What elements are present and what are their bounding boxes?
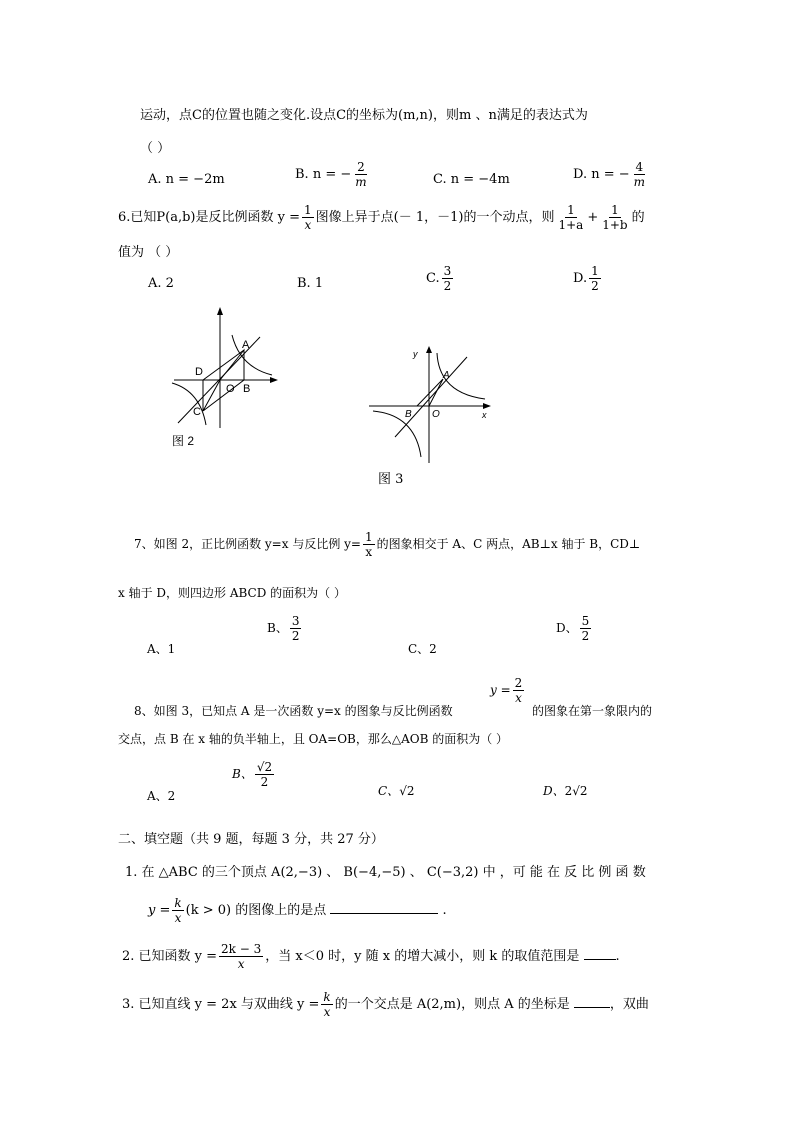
q6-prefix: 6.已知P(a,b)是反比例函数 y = [118,210,301,225]
q6-plus: + [587,210,599,225]
q6-option-d-fraction [589,264,601,293]
fig3-triangle [417,379,443,406]
q5-option-d-fraction [632,160,647,189]
q7-line2: x 轴于 D，则四边形 ABCD 的面积为（ ） [118,586,346,600]
q6-option-c [426,264,455,293]
q5-option-d-num: 4 [635,160,644,174]
q7-option-d [556,614,593,643]
q7-option-d-den: 2 [581,629,590,643]
q6-f1-num: 1 [304,203,312,217]
fill-3-suffix: 的一个交点是 A(2,m)，则点 A 的坐标是 [334,997,570,1012]
q8-equation [490,676,526,705]
q7-suffix: 的图象相交于 A、C 两点，AB⊥x 轴于 B，CD⊥ [376,537,641,551]
fig2-label-d: D [195,366,203,378]
q8-option-d-value: 2√2 [564,784,588,798]
q5-line1: 运动，点C的位置也随之变化.设点C的坐标为(m,n)，则m 、n满足的表达式为 [140,108,588,123]
fig2-label-a: A [242,339,250,351]
fill-2-answer-blank[interactable] [584,959,616,960]
q6-suffix: 的 [631,210,645,225]
q6-option-d [573,264,603,293]
figure-2 [160,305,290,450]
section-2-title: 二、填空题（共 9 题，每题 3 分，共 27 分） [118,832,384,847]
fill-2-fraction [219,942,263,971]
q5-option-d-prefix: D. n = − [573,167,630,182]
fill-1-den: x [174,911,182,925]
q5-option-b-num: 2 [357,160,365,174]
q7-option-a: A、1 [147,642,176,656]
fill-1-answer-blank[interactable] [330,913,438,914]
q5-option-d-den: m [633,175,646,189]
fig3-x-arrow [483,403,491,409]
q6-option-c-den: 2 [443,279,452,293]
fig2-label-o: O [226,383,235,395]
fill-1-fraction [172,896,183,925]
q6-fraction-2 [556,203,585,232]
q7-prefix: 7、如图 2，正比例函数 y=x 与反比例 y= [134,537,361,551]
q8-option-b-den: 2 [260,775,269,789]
q8-option-b-fraction [255,760,274,789]
fig3-caption: 图 3 [378,472,404,487]
fill-1-line2 [148,896,447,925]
fill-2-suffix: ，当 x＜0 时，y 随 x 的增大减小，则 k 的取值范围是 [265,949,580,964]
fill-3-fraction [321,990,332,1019]
fig3-label-b: B [405,409,412,420]
q8-line2: 交点，点 B 在 x 轴的负半轴上，且 OA=OB，那么△AOB 的面积为（ ） [118,732,509,746]
fill-3-answer-blank[interactable] [574,1007,610,1008]
figure-3 [365,345,495,465]
fig2-y-arrow [217,307,223,315]
fill-1-num: k [174,896,182,910]
q7-option-c: C、2 [408,642,437,656]
q7-option-b [267,614,303,643]
q8-line1-suffix: 的图象在第一象限内的 [532,704,653,718]
q6-option-d-prefix: D. [573,271,588,286]
q5-option-a: A. n = −2m [148,172,225,187]
q7-option-b-den: 2 [291,629,300,643]
q8-eq-fraction [513,676,525,705]
q6-option-c-fraction [442,264,454,293]
q5-option-d [573,160,649,189]
q6-option-b: B. 1 [297,276,324,291]
fill-3-prefix: 3. 已知直线 y = 2x 与双曲线 y = [122,997,320,1012]
fig3-label-o: O [432,409,440,420]
q5-option-c: C. n = −4m [433,172,510,187]
q8-option-b-prefix: B、 [232,767,253,781]
q8-option-c-prefix: C、 [378,784,400,798]
q8-option-d-prefix: D、 [543,784,565,798]
q6-option-a: A. 2 [148,276,174,291]
q7-option-b-prefix: B、 [267,621,288,635]
q6-fraction-1 [302,203,314,232]
fig2-label-b: B [243,383,251,395]
fill-2-num: 2k − 3 [221,942,262,956]
q8-line1-prefix: 8、如图 3，已知点 A 是一次函数 y=x 的图象与反比例函数 [134,704,453,718]
fill-1-condition: (k > 0) 的图像上的是点 [185,903,327,918]
q6-f2-num: 1 [567,203,575,217]
q6-line2: 值为 （ ） [118,245,179,260]
q8-option-a: A、2 [147,789,176,803]
q6-option-d-den: 2 [591,279,599,293]
fig3-y-arrow [426,346,432,353]
q6-f2-den: 1+a [558,218,584,232]
q8-eq-prefix: y = [490,683,511,697]
q5-option-b [295,160,371,189]
q6-option-c-prefix: C. [426,271,440,286]
q5-option-b-den: m [355,175,367,189]
fill-3-suffix-2: ，双曲 [609,997,649,1012]
q8-option-b [232,760,276,789]
q6-f1-den: x [304,218,312,232]
q8-eq-den: x [515,691,522,705]
q7-f-num: 1 [364,530,373,544]
q8-eq-num: 2 [514,676,523,690]
fig3-label-x: x [482,410,487,420]
fill-3-den: x [323,1005,331,1019]
fill-3-line [122,990,649,1019]
fill-1-line1: 1. 在 △ABC 的三个顶点 A(2,−3) 、 B(−4,−5) 、 C(−3,2) 中 ，可 能 在 反 比 例 函 数 [125,865,646,880]
q6-f3-den: 1+b [602,218,628,232]
q7-option-d-prefix: D、 [556,621,578,635]
fig2-x-arrow [270,377,278,383]
q6-option-d-num: 1 [591,264,599,278]
q7-option-b-fraction [290,614,302,643]
fill-1-eq-prefix: y = [148,903,171,918]
fill-3-num: k [323,990,331,1004]
q5-option-b-fraction [353,160,368,189]
fig3-label-a: A [443,370,450,381]
fill-2-den: x [237,957,245,971]
q8-option-c [378,783,414,799]
q8-option-b-num: √2 [256,760,273,774]
fig3-label-y: y [413,349,418,359]
q7-line1 [134,530,640,559]
q6-fraction-3 [600,203,629,232]
q7-option-d-fraction [580,614,592,643]
q7-f-den: x [365,545,373,559]
q6-f3-num: 1 [611,203,619,217]
q8-option-d [543,783,588,799]
fig2-label-c: C [193,406,201,418]
q5-answer-paren: （ ） [140,141,171,156]
fill-2-prefix: 2. 已知函数 y = [122,949,218,964]
q7-option-d-num: 5 [581,614,590,628]
q6-middle: 图像上异于点(－ 1，－1)的一个动点，则 [315,210,555,225]
fill-2-line [122,942,620,971]
q7-fraction [363,530,375,559]
q6-line1 [118,203,645,232]
fig2-hyperbola-lower [172,383,206,425]
q5-option-b-prefix: B. n = − [295,167,352,182]
fill-1-end: . [442,903,447,918]
q6-option-c-num: 3 [443,264,452,278]
q7-option-b-num: 3 [291,614,300,628]
q8-option-c-value: √2 [399,784,415,798]
fig3-hyperbola-lower [373,411,421,457]
fig2-caption: 图 2 [172,434,195,448]
fill-2-end: . [615,949,620,964]
